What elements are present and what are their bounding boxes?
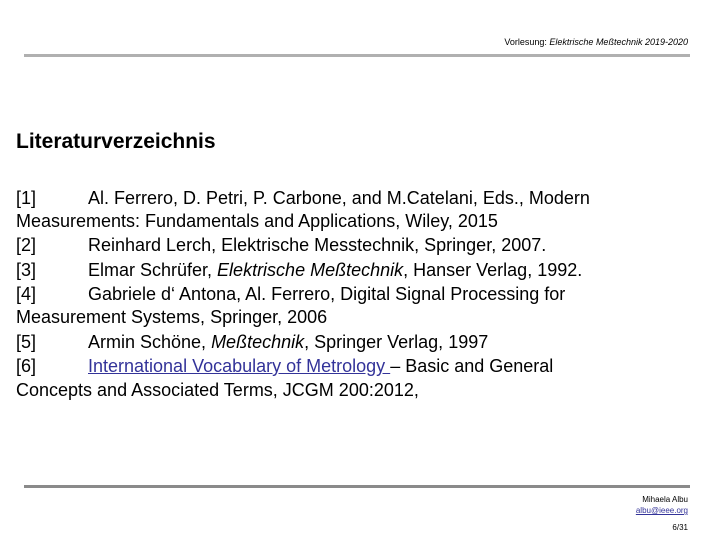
reference-5	[16, 331, 488, 353]
footer-divider	[24, 485, 690, 488]
ref-number: [4]	[16, 284, 37, 304]
ref-number: [6]	[16, 356, 37, 376]
ref-text: Armin Schöne,	[88, 332, 212, 352]
footer-email-container[interactable]	[636, 506, 688, 515]
header-prefix: Vorlesung:	[504, 37, 550, 47]
ref-number: [1]	[16, 188, 37, 208]
ref-title: Elektrische Meßtechnik	[217, 260, 404, 280]
page-title: Literaturverzeichnis	[16, 130, 216, 153]
page-number: 6/31	[672, 523, 688, 532]
reference-6-cont: Concepts and Associated Terms, JCGM 200:2012,	[16, 380, 419, 400]
ref-number: [5]	[16, 332, 37, 352]
ref-title: Meßtechnik	[211, 332, 305, 352]
footer-email-link[interactable]: albu@ieee.org	[635, 506, 688, 515]
ref-text: – Basic and General	[390, 356, 554, 376]
header-divider	[24, 54, 690, 57]
slide-header	[504, 37, 688, 47]
reference-2	[16, 234, 546, 256]
reference-4-cont: Measurement Systems, Springer, 2006	[16, 307, 328, 327]
reference-1	[16, 187, 590, 209]
ref-text: Al. Ferrero, D. Petri, P. Carbone, and M.Catelani, Eds., Modern	[88, 188, 590, 208]
ref-number: [2]	[16, 235, 37, 255]
ref-text: Gabriele d‘ Antona, Al. Ferrero, Digital Signal Processing for	[88, 284, 566, 304]
vim-link[interactable]: International Vocabulary of Metrology	[88, 356, 391, 376]
reference-1-cont: Measurements: Fundamentals and Applications, Wiley, 2015	[16, 211, 498, 231]
ref-text: , Springer Verlag, 1997	[304, 332, 489, 352]
footer-author: Mihaela Albu	[642, 495, 688, 504]
ref-text: , Hanser Verlag, 1992.	[403, 260, 583, 280]
ref-number: [3]	[16, 260, 37, 280]
course-name: Elektrische Meßtechnik 2019-2020	[549, 37, 688, 47]
reference-4	[16, 283, 565, 305]
reference-6	[16, 355, 553, 377]
reference-3	[16, 259, 582, 281]
ref-text: Elmar Schrüfer,	[88, 260, 218, 280]
ref-text: Reinhard Lerch, Elektrische Messtechnik, Springer, 2007.	[88, 235, 547, 255]
